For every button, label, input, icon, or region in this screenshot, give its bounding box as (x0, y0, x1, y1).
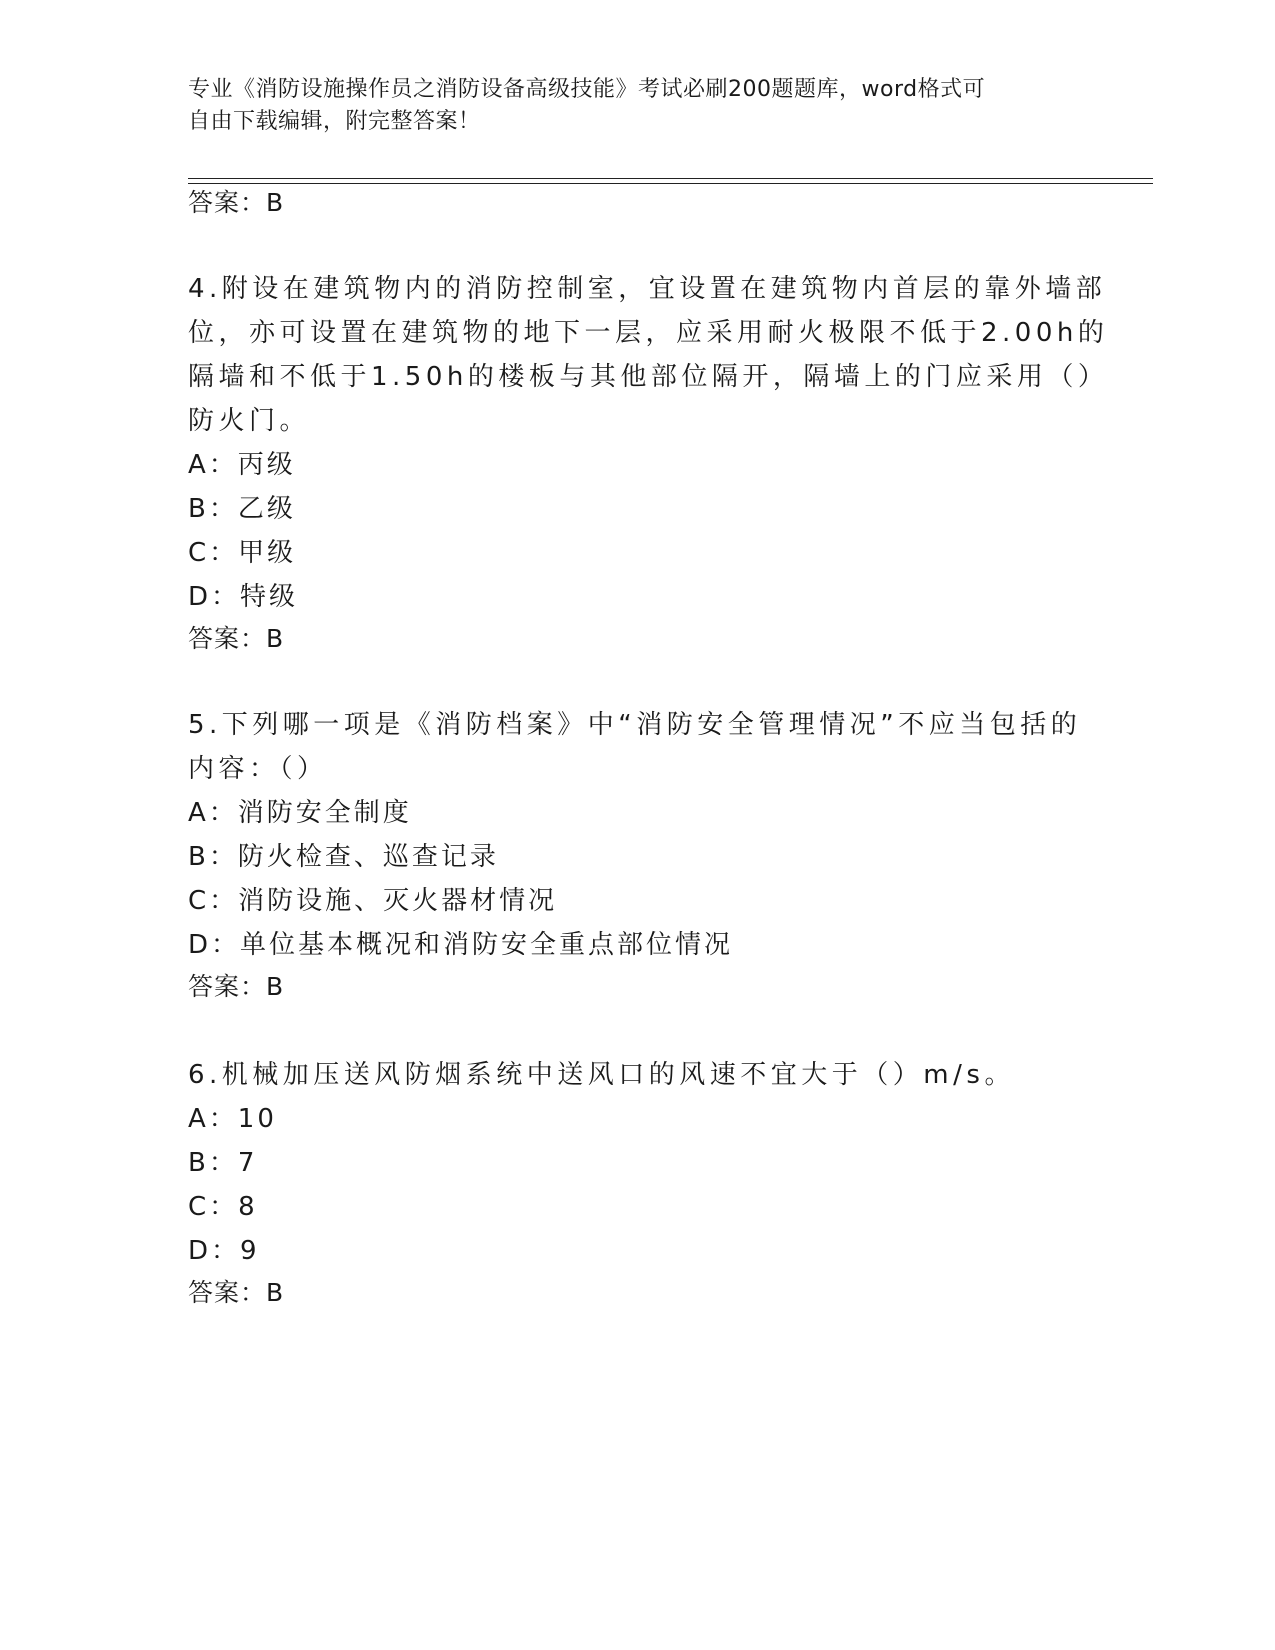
q6-option-d: D：9 (188, 1236, 260, 1266)
q4-option-a: A：丙级 (188, 450, 296, 480)
q4-text-line-2: 位，亦可设置在建筑物的地下一层，应采用耐火极限不低于2.00h的 (188, 318, 1109, 348)
header-line-2: 自由下载编辑，附完整答案！ (188, 109, 481, 134)
header-divider-bottom (188, 183, 1153, 184)
q4-answer: 答案：B (188, 624, 285, 653)
q5-text-line-1: 5.下列哪一项是《消防档案》中“消防安全管理情况”不应当包括的 (188, 710, 1082, 740)
q5-answer: 答案：B (188, 972, 285, 1001)
q6-option-b: B：7 (188, 1148, 258, 1178)
q6-text-line-1: 6.机械加压送风防烟系统中送风口的风速不宜大于（）m/s。 (188, 1060, 1015, 1090)
q4-text-line-1: 4.附设在建筑物内的消防控制室，宜设置在建筑物内首层的靠外墙部 (188, 274, 1107, 304)
q4-option-b: B：乙级 (188, 494, 296, 524)
q6-answer: 答案：B (188, 1278, 285, 1307)
q4-option-c: C：甲级 (188, 538, 297, 568)
q4-text-line-4: 防火门。 (188, 406, 311, 436)
header-line-1: 专业《消防设施操作员之消防设备高级技能》考试必刷200题题库，word格式可 (188, 77, 986, 102)
q4-option-d: D：特级 (188, 582, 299, 612)
document-header (188, 74, 1068, 138)
q5-option-b: B：防火检查、巡查记录 (188, 842, 499, 872)
q6-option-a: A：10 (188, 1104, 277, 1134)
header-divider-top (188, 178, 1153, 179)
q5-text-line-2: 内容：（） (188, 754, 328, 784)
q4-text-line-3: 隔墙和不低于1.50h的楼板与其他部位隔开，隔墙上的门应采用（） (188, 362, 1109, 392)
q5-option-a: A：消防安全制度 (188, 798, 412, 828)
answer-q3: 答案：B (188, 188, 285, 217)
q5-option-c: C：消防设施、灭火器材情况 (188, 886, 558, 916)
q6-option-c: C：8 (188, 1192, 258, 1222)
q5-option-d: D：单位基本概况和消防安全重点部位情况 (188, 930, 734, 960)
